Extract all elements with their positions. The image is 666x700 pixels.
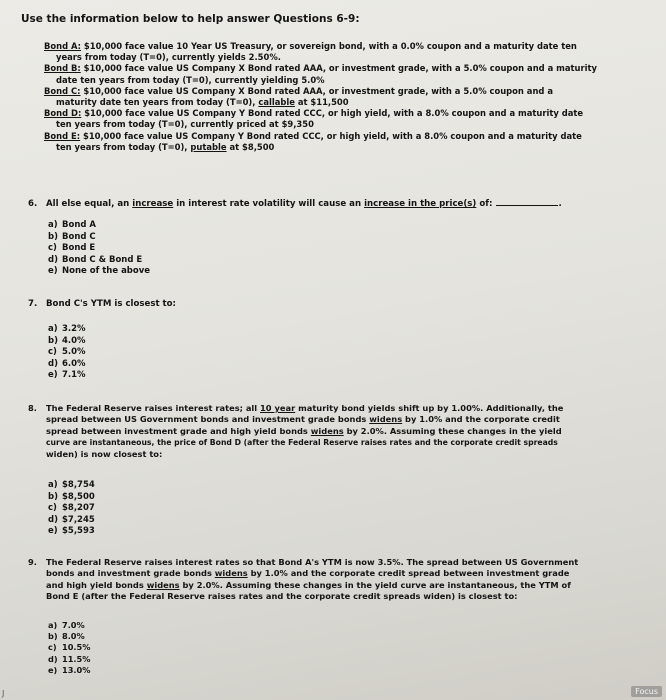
question-text: All else equal, an — [46, 199, 133, 209]
question-line — [28, 426, 648, 437]
option-letter: d) — [48, 254, 58, 265]
option-letter: e) — [48, 664, 58, 675]
bond-desc-text: maturity date ten years from today (T=0), — [56, 97, 259, 108]
option-letter: b) — [48, 491, 58, 502]
option-text: Bond A — [62, 220, 96, 230]
option-text: 7.0% — [62, 620, 85, 630]
bond-c — [44, 86, 644, 108]
option-letter: b) — [48, 231, 58, 242]
bond-desc: $10,000 face value 10 Year US Treasury, or sovereign bond, with a 0.0% coupon and a maturity date ten — [81, 41, 577, 51]
question-number: 8. — [28, 403, 37, 413]
option — [48, 243, 150, 255]
question-line: widen) is now closest to: — [46, 448, 163, 459]
option-letter: e) — [48, 266, 58, 277]
option — [48, 324, 86, 336]
question-line — [28, 568, 648, 579]
focus-button[interactable]: Focus — [631, 686, 662, 697]
option-text: $5,593 — [62, 526, 95, 537]
bond-desc-text: at $11,500 — [294, 97, 349, 108]
question-line — [28, 557, 648, 568]
option — [48, 266, 150, 278]
option — [48, 526, 95, 538]
option-text: 4.0% — [62, 335, 86, 346]
question-text: by 2.0%. Assuming these changes in the yield — [343, 425, 562, 436]
question-text: of: — [476, 199, 493, 209]
option — [48, 654, 90, 665]
corner-mark: J — [2, 689, 5, 698]
bond-a — [44, 41, 644, 63]
bond-desc: $10,000 face value US Company X Bond rated AAA, or investment grade, with a 5.0% coupon and a maturity — [80, 63, 597, 74]
option-text: $8,500 — [62, 491, 95, 502]
option — [48, 642, 90, 653]
question-number: 9. — [28, 557, 37, 567]
question-text: Bond C's YTM is closest to: — [46, 299, 176, 309]
option — [48, 347, 86, 359]
question-6-options — [48, 220, 150, 278]
option — [48, 631, 90, 642]
question-text: The Federal Reserve raises interest rates; all — [46, 403, 261, 413]
bond-d — [44, 108, 644, 130]
instructions-heading: Use the information below to help answer Questions 6-9: — [21, 13, 360, 25]
bond-label: Bond D: — [44, 108, 82, 119]
question-text: spread between US Government bonds and investment grade bonds — [46, 414, 370, 425]
option-letter: d) — [48, 653, 58, 664]
option — [48, 665, 90, 676]
bond-e — [44, 131, 644, 153]
question-text: . — [558, 199, 562, 209]
option-text: None of the above — [62, 266, 151, 277]
question-text: The Federal Reserve raises interest rates so that Bond A's YTM is now 3.5%. The spread between US Government — [46, 557, 579, 567]
question-number: 6. — [28, 199, 38, 209]
bond-list — [44, 41, 644, 153]
question-text: in interest rate volatility will cause an — [173, 199, 365, 209]
bond-desc-cont: years from today (T=0), currently yields 2.50%. — [56, 52, 281, 63]
question-number: 7. — [28, 299, 38, 309]
option-letter: a) — [48, 324, 58, 334]
question-7 — [28, 299, 176, 311]
option-text: Bond C — [62, 231, 96, 242]
option — [48, 480, 95, 492]
bond-label: Bond C: — [44, 85, 81, 96]
question-emphasis: widens — [146, 579, 180, 590]
question-text: by 1.0% and the corporate credit — [402, 414, 560, 425]
question-6 — [28, 197, 562, 211]
option-text: $8,207 — [62, 503, 95, 514]
question-emphasis: widens — [214, 568, 248, 579]
option-text: $8,754 — [62, 480, 95, 490]
question-line — [28, 580, 648, 591]
option — [48, 620, 90, 631]
option-letter: c) — [48, 642, 57, 653]
putable-term: putable — [190, 141, 227, 152]
bond-label: Bond E: — [44, 130, 81, 141]
bond-desc: $10,000 face value US Company Y Bond rated CCC, or high yield, with a 8.0% coupon and a maturity date — [81, 108, 584, 119]
question-line — [28, 403, 648, 414]
option-letter: e) — [48, 370, 58, 381]
question-emphasis: widens — [310, 425, 344, 436]
option-letter: a) — [48, 220, 58, 230]
option-letter: c) — [48, 503, 57, 514]
bond-desc-cont — [44, 97, 644, 108]
question-text: and high yield bonds — [46, 579, 147, 590]
option-text: Bond E — [62, 243, 96, 254]
option-letter: d) — [48, 358, 58, 369]
answer-blank — [496, 197, 558, 206]
question-text: spread between investment grade and high yield bonds — [46, 425, 311, 436]
option-text: 8.0% — [62, 631, 85, 642]
question-8 — [28, 403, 648, 460]
question-text: by 1.0% and the corporate credit spread between investment grade — [247, 568, 570, 579]
option-letter: d) — [48, 514, 58, 525]
option — [48, 492, 95, 504]
callable-term: callable — [258, 97, 295, 108]
option-text: 3.2% — [62, 324, 86, 334]
option-letter: c) — [48, 347, 57, 358]
option-text: 7.1% — [62, 370, 86, 381]
question-8-options — [48, 480, 95, 538]
option-letter: a) — [48, 620, 58, 630]
bond-desc-cont: date ten years from today (T=0), currently yielding 5.0% — [56, 74, 325, 85]
question-emphasis: increase — [132, 199, 174, 209]
question-emphasis: increase in the price(s) — [364, 199, 477, 209]
option-letter: a) — [48, 480, 58, 490]
bond-label: Bond A: — [44, 41, 81, 51]
option — [48, 220, 150, 232]
option-text: 11.5% — [62, 653, 91, 664]
bond-desc-text: at $8,500 — [226, 141, 275, 152]
question-emphasis: widens — [369, 414, 403, 425]
option-text: 5.0% — [62, 347, 86, 358]
bond-desc-cont: ten years from today (T=0), currently priced at $9,350 — [56, 119, 314, 130]
option — [48, 370, 86, 382]
bond-desc: $10,000 face value US Company X Bond rated AAA, or investment grade, with a 5.0% coupon and a — [80, 85, 553, 96]
bond-label: Bond B: — [44, 63, 81, 74]
question-text: by 2.0%. Assuming these changes in the yield curve are instantaneous, the YTM of — [179, 579, 571, 590]
option-letter: b) — [48, 631, 58, 642]
option — [48, 232, 150, 244]
question-line: Bond E (after the Federal Reserve raises rates and the corporate credit spreads widen) is closest to: — [46, 591, 518, 602]
option — [48, 255, 150, 267]
bond-b — [44, 63, 644, 85]
option — [48, 503, 95, 515]
option-text: 6.0% — [62, 358, 86, 369]
bond-desc-cont — [44, 142, 644, 153]
question-line — [28, 414, 648, 425]
question-7-options — [48, 324, 86, 382]
question-line: curve are instantaneous, the price of Bond D (after the Federal Reserve raises rates and the corporate credit spreads — [46, 438, 558, 448]
option-text: $7,245 — [62, 514, 95, 525]
option-text: 13.0% — [62, 664, 91, 675]
question-text: maturity bond yields shift up by 1.00%. Additionally, the — [295, 403, 564, 413]
option-letter: b) — [48, 335, 58, 346]
option-letter: c) — [48, 243, 57, 254]
bond-desc: $10,000 face value US Company Y Bond rated CCC, or high yield, with a 8.0% coupon and a maturity date — [80, 130, 582, 141]
option — [48, 336, 86, 348]
option-text: Bond C & Bond E — [62, 254, 143, 265]
option-text: 10.5% — [62, 642, 91, 653]
option — [48, 515, 95, 527]
option-letter: e) — [48, 526, 58, 537]
question-9-options — [48, 620, 90, 676]
question-text: bonds and investment grade bonds — [46, 568, 215, 579]
option — [48, 359, 86, 371]
question-9 — [28, 557, 648, 603]
bond-desc-text: ten years from today (T=0), — [56, 141, 191, 152]
question-emphasis: 10 year — [260, 403, 296, 413]
